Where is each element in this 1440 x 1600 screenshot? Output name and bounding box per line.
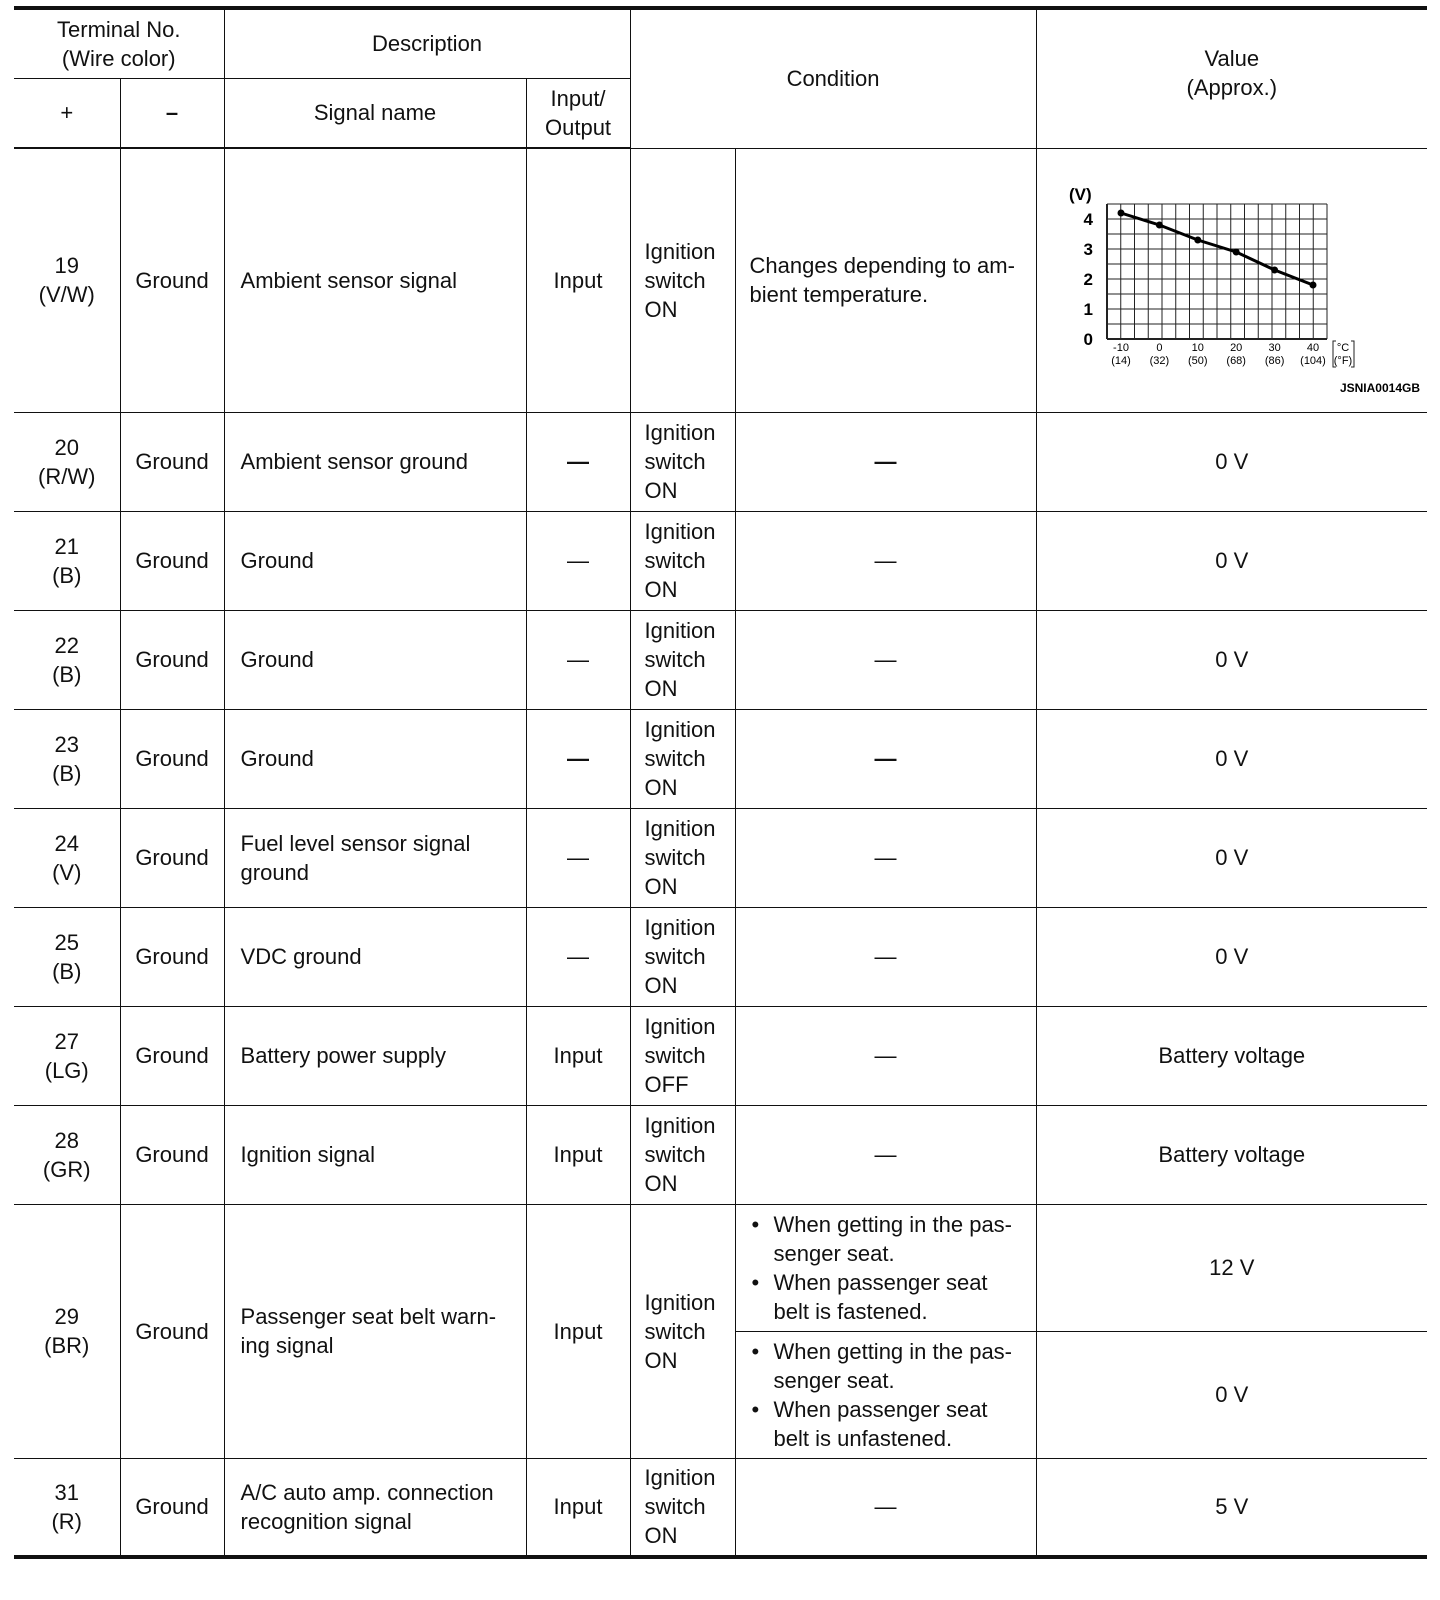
signal-name: Passenger seat belt warn- ing signal (224, 1204, 526, 1458)
ignition-state: Ignition switch ON (630, 511, 735, 610)
io-type: — (526, 412, 630, 511)
ambient-sensor-voltage-graph (1037, 149, 1428, 405)
x-tick-label: 20 (1229, 341, 1242, 354)
ambient-sensor-graph-cell (1036, 148, 1427, 412)
header-description: Description (224, 8, 630, 78)
ground-terminal: Ground (120, 148, 224, 412)
table-row (14, 1105, 1427, 1204)
ignition-state: Ignition switch ON (630, 709, 735, 808)
ignition-state: Ignition switch ON (630, 148, 735, 412)
ground-terminal: Ground (120, 1204, 224, 1458)
value-text: 12 V (1036, 1204, 1427, 1331)
table-row (14, 1458, 1427, 1557)
io-type: Input (526, 1204, 630, 1458)
data-point (1309, 281, 1316, 288)
data-point (1117, 209, 1124, 216)
ground-terminal: Ground (120, 412, 224, 511)
condition-text: — (735, 1458, 1036, 1557)
condition-text: — (735, 511, 1036, 610)
figure-reference-code: JSNIA0014GB (1339, 380, 1420, 395)
terminal-no: 20 (R/W) (14, 412, 120, 511)
x-tick-label-f: (104) (1299, 354, 1326, 367)
table-row (14, 709, 1427, 808)
condition-text: — (735, 412, 1036, 511)
data-point (1194, 236, 1201, 243)
io-type: Input (526, 1105, 630, 1204)
list-item: • When passenger seat belt is fastened. (750, 1268, 1028, 1326)
value-text: 0 V (1036, 610, 1427, 709)
terminal-table (14, 6, 1427, 1559)
y-tick-label: 4 (1083, 209, 1093, 229)
data-point (1155, 221, 1162, 228)
x-axis-unit-f: (°F) (1333, 354, 1352, 367)
y-axis-unit: (V) (1068, 184, 1092, 204)
x-tick-label: 0 (1155, 341, 1163, 354)
ground-terminal: Ground (120, 808, 224, 907)
value-text: 0 V (1036, 1331, 1427, 1458)
value-text: 0 V (1036, 808, 1427, 907)
header-value: Value (Approx.) (1036, 8, 1427, 148)
table-row (14, 1204, 1427, 1331)
ground-terminal: Ground (120, 1006, 224, 1105)
header-input-output: Input/ Output (526, 78, 630, 148)
table-row (14, 610, 1427, 709)
header-plus: + (14, 78, 120, 148)
signal-name: Ambient sensor signal (224, 148, 526, 412)
condition-text: — (735, 907, 1036, 1006)
data-point (1232, 248, 1239, 255)
ground-terminal: Ground (120, 610, 224, 709)
condition-text: Changes depending to am- bient temperature. (735, 148, 1036, 412)
x-tick-label: 10 (1191, 341, 1204, 354)
header-terminal-no: Terminal No. (Wire color) (14, 8, 224, 78)
terminal-no: 31 (R) (14, 1458, 120, 1557)
io-type: Input (526, 148, 630, 412)
header-minus: – (120, 78, 224, 148)
signal-name: Ground (224, 610, 526, 709)
table-row (14, 907, 1427, 1006)
terminal-no: 23 (B) (14, 709, 120, 808)
table-row (14, 1006, 1427, 1105)
y-tick-label: 0 (1083, 329, 1093, 349)
ground-terminal: Ground (120, 1458, 224, 1557)
terminal-no: 25 (B) (14, 907, 120, 1006)
ground-terminal: Ground (120, 1105, 224, 1204)
terminal-no: 29 (BR) (14, 1204, 120, 1458)
table-row (14, 808, 1427, 907)
table-row (14, 511, 1427, 610)
signal-name: VDC ground (224, 907, 526, 1006)
y-tick-label: 3 (1083, 239, 1093, 259)
ignition-state: Ignition switch ON (630, 808, 735, 907)
terminal-no: 21 (B) (14, 511, 120, 610)
condition-text: — (735, 1105, 1036, 1204)
io-type: — (526, 808, 630, 907)
ignition-state: Ignition switch OFF (630, 1006, 735, 1105)
terminal-table-document (14, 6, 1427, 1559)
table-row (14, 148, 1427, 412)
x-tick-label: -10 (1112, 341, 1129, 354)
ignition-state: Ignition switch ON (630, 610, 735, 709)
condition-bullets (735, 1331, 1036, 1458)
value-text: 0 V (1036, 511, 1427, 610)
ground-terminal: Ground (120, 511, 224, 610)
condition-text: — (735, 808, 1036, 907)
ignition-state: Ignition switch ON (630, 1105, 735, 1204)
value-text: 0 V (1036, 412, 1427, 511)
y-tick-label: 2 (1083, 269, 1093, 289)
ignition-state: Ignition switch ON (630, 412, 735, 511)
signal-name: Ignition signal (224, 1105, 526, 1204)
ground-terminal: Ground (120, 907, 224, 1006)
value-text: 0 V (1036, 907, 1427, 1006)
value-text: Battery voltage (1036, 1105, 1427, 1204)
io-type: Input (526, 1006, 630, 1105)
list-item: • When passenger seat belt is unfastened. (750, 1395, 1028, 1453)
value-text: 0 V (1036, 709, 1427, 808)
io-type: — (526, 907, 630, 1006)
list-item: • When getting in the pas- senger seat. (750, 1337, 1028, 1395)
terminal-no: 28 (GR) (14, 1105, 120, 1204)
signal-name: Fuel level sensor signal ground (224, 808, 526, 907)
io-type: Input (526, 1458, 630, 1557)
ignition-state: Ignition switch ON (630, 1204, 735, 1458)
data-point (1271, 266, 1278, 273)
condition-bullets (735, 1204, 1036, 1331)
value-text: 5 V (1036, 1458, 1427, 1557)
io-type: — (526, 709, 630, 808)
terminal-no: 22 (B) (14, 610, 120, 709)
condition-text: — (735, 1006, 1036, 1105)
x-axis-unit-c: °C (1336, 341, 1349, 354)
condition-text: — (735, 709, 1036, 808)
ground-terminal: Ground (120, 709, 224, 808)
terminal-no: 27 (LG) (14, 1006, 120, 1105)
header-condition: Condition (630, 8, 1036, 148)
table-row (14, 412, 1427, 511)
terminal-no: 24 (V) (14, 808, 120, 907)
x-tick-label-f: (68) (1225, 354, 1246, 367)
x-tick-label-f: (50) (1187, 354, 1208, 367)
signal-name: Battery power supply (224, 1006, 526, 1105)
signal-name: Ground (224, 709, 526, 808)
x-tick-label-f: (32) (1149, 354, 1169, 367)
y-tick-label: 1 (1083, 299, 1093, 319)
x-tick-label-f: (14) (1110, 354, 1131, 367)
ignition-state: Ignition switch ON (630, 1458, 735, 1557)
io-type: — (526, 610, 630, 709)
signal-name: Ground (224, 511, 526, 610)
signal-name: A/C auto amp. connection recognition signal (224, 1458, 526, 1557)
ignition-state: Ignition switch ON (630, 907, 735, 1006)
x-tick-label: 40 (1306, 341, 1319, 354)
header-signal-name: Signal name (224, 78, 526, 148)
list-item: • When getting in the pas- senger seat. (750, 1210, 1028, 1268)
terminal-no: 19 (V/W) (14, 148, 120, 412)
x-tick-label-f: (86) (1264, 354, 1284, 367)
value-text: Battery voltage (1036, 1006, 1427, 1105)
x-tick-label: 30 (1268, 341, 1281, 354)
io-type: — (526, 511, 630, 610)
condition-text: — (735, 610, 1036, 709)
signal-name: Ambient sensor ground (224, 412, 526, 511)
